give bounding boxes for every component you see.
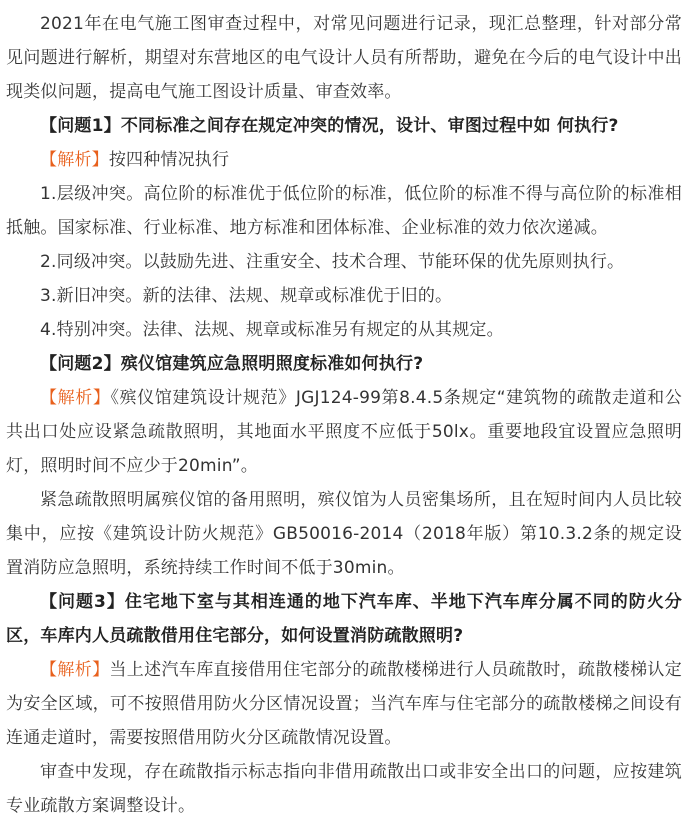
question-3-paragraph: 审查中发现，存在疏散指示标志指向非借用疏散出口或非安全出口的问题，应按建筑专业疏散方案调整设计。 — [6, 762, 682, 816]
question-1-analysis — [6, 143, 682, 177]
question-3-heading: 【问题3】住宅地下室与其相连通的地下汽车库、半地下汽车库分属不同的防火分区，车库内人员疏散借用住宅部分，如何设置消防疏散照明? — [6, 592, 682, 646]
question-3-analysis-text: 当上述汽车库直接借用住宅部分的疏散楼梯进行人员疏散时，疏散楼梯认定为安全区域，可不按照借用防火分区情况设置；当汽车库与住宅部分的疏散楼梯之间设有连通走道时，需要按照借用防火分区疏散情况设置。 — [6, 660, 682, 748]
question-1-item-1: 1.层级冲突。高位阶的标准优于低位阶的标准，低位阶的标准不得与高位阶的标准相抵触。国家标准、行业标准、地方标准和团体标准、企业标准的效力依次递减。 — [6, 184, 682, 238]
analysis-tag: 【解析】 — [40, 388, 111, 408]
question-2-paragraph: 紧急疏散照明属殡仪馆的备用照明，殡仪馆为人员密集场所，且在短时间内人员比较集中，应按《建筑设计防火规范》GB50016-2014（2018年版）第10.3.2条的规定设置消防应急照明，系统持续工作时间不低于30min。 — [6, 490, 682, 578]
question-1-item-4: 4.特别冲突。法律、法规、规章或标准另有规定的从其规定。 — [40, 320, 504, 340]
analysis-tag: 【解析】 — [40, 150, 109, 170]
question-1-analysis-text: 按四种情况执行 — [108, 150, 230, 170]
question-2-heading: 【问题2】殡仪馆建筑应急照明照度标准如何执行? — [40, 354, 424, 374]
question-1-item-2: 2.同级冲突。以鼓励先进、注重安全、技术合理、节能环保的优先原则执行。 — [40, 252, 625, 272]
analysis-tag: 【解析】 — [40, 660, 110, 680]
question-3-analysis — [6, 653, 682, 755]
intro-paragraph: 2021年在电气施工图审查过程中，对常见问题进行记录，现汇总整理，针对部分常见问题进行解析，期望对东营地区的电气设计人员有所帮助，避免在今后的电气设计中出现类似问题，提高电气施工图设计质量、审查效率。 — [6, 14, 682, 102]
question-2-analysis — [6, 381, 682, 483]
question-1-item-3: 3.新旧冲突。新的法律、法规、规章或标准优于旧的。 — [40, 286, 453, 306]
question-2-analysis-text: 《殡仪馆建筑设计规范》JGJ124-99第8.4.5条规定“建筑物的疏散走道和公共出口处应设紧急疏散照明，其地面水平照度不应低于50lx。重要地段宜设置应急照明灯，照明时间不应少于20min”。 — [6, 388, 682, 476]
question-1-heading: 【问题1】不同标准之间存在规定冲突的情况，设计、审图过程中如 何执行? — [40, 116, 619, 136]
